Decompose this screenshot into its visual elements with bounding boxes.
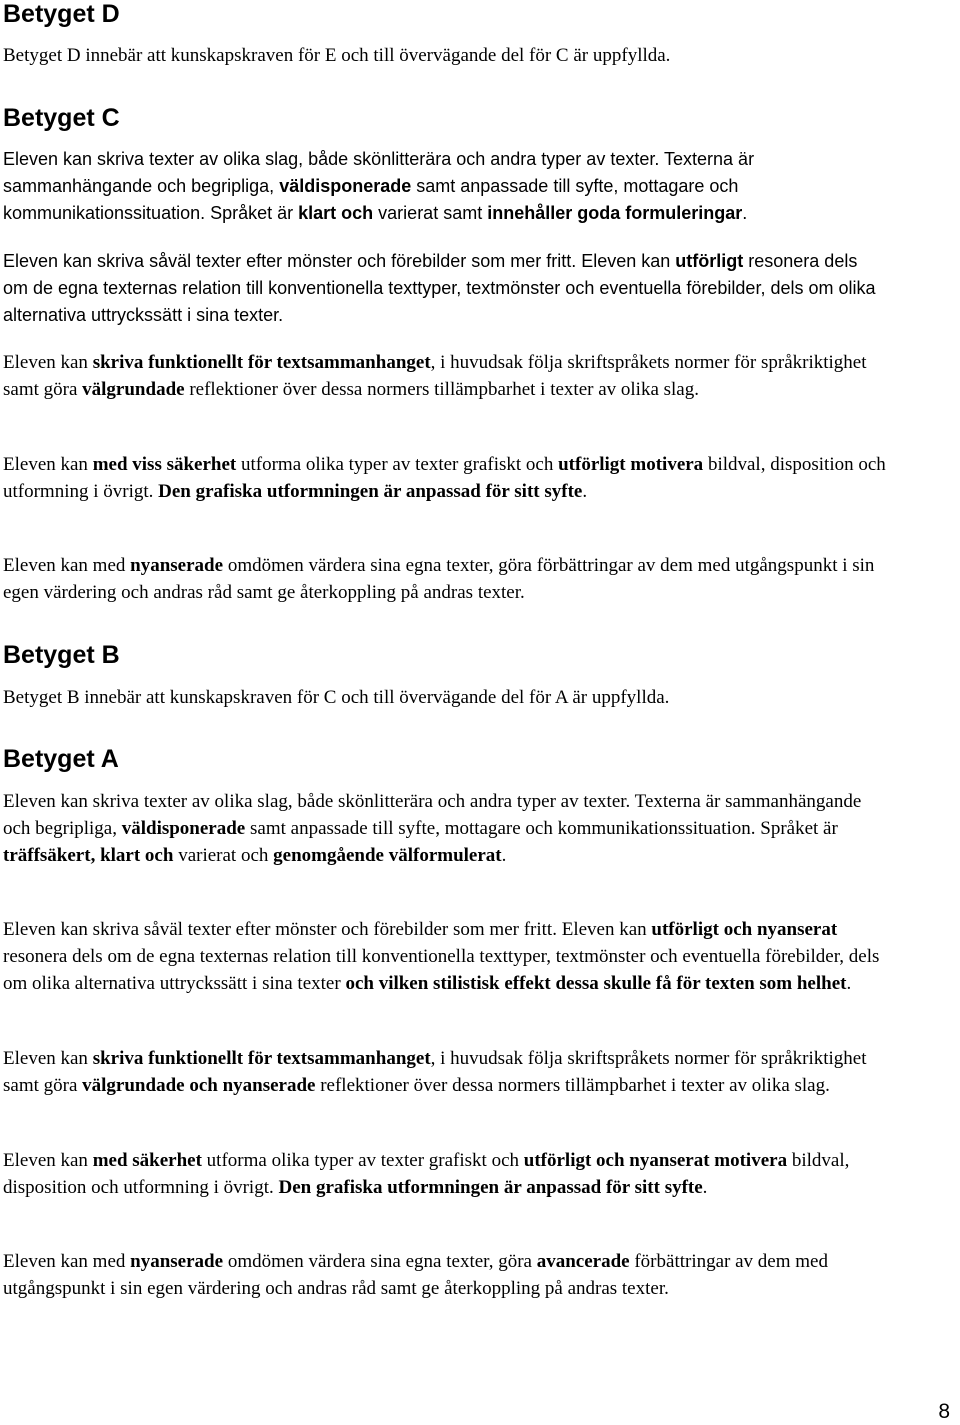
bold-text: innehåller goda formuleringar — [487, 203, 743, 223]
bold-text: med viss säkerhet — [92, 454, 237, 475]
text-run: Eleven kan skriva såväl texter efter mönster och förebilder som mer fritt. Eleven kan — [3, 919, 652, 940]
text-run: . — [702, 1177, 708, 1198]
text-run: varierat och — [173, 845, 274, 866]
paragraph — [3, 451, 903, 505]
bold-text: Den grafiska utformningen är anpassad för sitt syfte — [278, 1177, 703, 1198]
paragraph — [3, 684, 903, 711]
text-run: . — [846, 973, 852, 994]
text-run: varierat samt — [373, 203, 488, 223]
text-run: bildval, disposition och utformning i övrigt. — [3, 454, 886, 502]
bold-text: väldisponerade — [279, 176, 412, 196]
paragraph — [3, 788, 883, 869]
text-run: förbättringar av dem med utgångspunkt i sin egen värdering och andras råd samt ge återkoppling på andras texter. — [3, 1251, 828, 1299]
bold-text: nyanserade — [130, 1251, 224, 1272]
paragraph — [3, 42, 903, 69]
bold-text: med säkerhet — [92, 1150, 202, 1171]
paragraph — [3, 552, 903, 606]
text-run: , i huvudsak följa skriftspråkets normer för språkriktighet samt göra — [3, 1048, 867, 1096]
text-run: . — [501, 845, 507, 866]
text-run: . — [742, 203, 748, 223]
text-run: Eleven kan — [3, 1048, 93, 1069]
bold-text: utförligt och nyanserat motivera — [523, 1150, 788, 1171]
page-number: 8 — [938, 1400, 950, 1423]
bold-text: träffsäkert, klart och — [3, 845, 174, 866]
heading-betyget-b: Betyget B — [3, 641, 120, 669]
text-run: omdömen värdera sina egna texter, göra — [223, 1251, 537, 1272]
paragraph — [3, 349, 903, 403]
heading-betyget-a: Betyget A — [3, 745, 119, 773]
text-run: reflektioner över dessa normers tillämpbarhet i texter av olika slag. — [315, 1075, 830, 1096]
text-run: Betyget B innebär att kunskapskraven för C och till övervägande del för A är uppfyllda. — [3, 687, 670, 708]
bold-text: utförligt motivera — [558, 454, 704, 475]
paragraph — [3, 248, 883, 329]
text-run: Eleven kan — [3, 454, 93, 475]
paragraph — [3, 1248, 903, 1302]
bold-text: välgrundade och nyanserade — [82, 1075, 316, 1096]
bold-text: väldisponerade — [121, 818, 246, 839]
bold-text: utförligt och nyanserat — [651, 919, 838, 940]
text-run: omdömen värdera sina egna texter, göra förbättringar av dem med utgångspunkt i sin egen värdering och andras råd samt ge återkoppling på andras texter. — [3, 555, 875, 603]
bold-text: välgrundade — [82, 379, 185, 400]
text-run: reflektioner över dessa normers tillämpbarhet i texter av olika slag. — [184, 379, 699, 400]
text-run: Eleven kan — [3, 352, 93, 373]
text-run: samt anpassade till syfte, mottagare och kommunikationssituation. Språket är — [245, 818, 838, 839]
text-run: bildval, disposition och utformning i övrigt. — [3, 1150, 850, 1198]
paragraph — [3, 916, 883, 997]
text-run: Eleven kan skriva texter av olika slag, både skönlitterära och andra typer av texter. Texterna är sammanhängande och begripliga, — [3, 149, 755, 196]
paragraph — [3, 146, 883, 227]
paragraph — [3, 1045, 903, 1099]
paragraph — [3, 1147, 883, 1201]
bold-text: skriva funktionellt för textsammanhanget — [92, 1048, 431, 1069]
bold-text: utförligt — [675, 251, 744, 271]
heading-betyget-c: Betyget C — [3, 104, 120, 132]
text-run: Betyget D innebär att kunskapskraven för E och till övervägande del för C är uppfyllda. — [3, 45, 671, 66]
bold-text: avancerade — [536, 1251, 630, 1272]
heading-betyget-d: Betyget D — [3, 0, 120, 28]
bold-text: Den grafiska utformningen är anpassad för sitt syfte — [158, 481, 583, 502]
bold-text: klart och — [298, 203, 374, 223]
text-run: resonera dels om de egna texternas relation till konventionella texttyper, textmönster och eventuella förebilder, dels om olika alternativa uttryckssätt i sina texter — [3, 946, 880, 994]
text-run: Eleven kan med — [3, 555, 131, 576]
text-run: Eleven kan — [3, 1150, 93, 1171]
bold-text: genomgående välformulerat — [273, 845, 502, 866]
text-run: utforma olika typer av texter grafiskt och — [201, 1150, 524, 1171]
bold-text: skriva funktionellt för textsammanhanget — [92, 352, 431, 373]
text-run: samt anpassade till syfte, mottagare och kommunikationssituation. Språket är — [3, 176, 739, 223]
text-run: . — [582, 481, 588, 502]
bold-text: och vilken stilistisk effekt dessa skulle få för texten som helhet — [345, 973, 847, 994]
text-run: resonera dels om de egna texternas relation till konventionella texttyper, textmönster och eventuella förebilder, dels om olika alternativa uttryckssätt i sina texter. — [3, 251, 876, 325]
text-run: Eleven kan skriva såväl texter efter mönster och förebilder som mer fritt. Eleven kan — [3, 251, 676, 271]
text-run: , i huvudsak följa skriftspråkets normer för språkriktighet samt göra — [3, 352, 867, 400]
text-run: Eleven kan skriva texter av olika slag, både skönlitterära och andra typer av texter. Texterna är sammanhängande och begripliga, — [3, 791, 862, 839]
bold-text: nyanserade — [130, 555, 224, 576]
text-run: Eleven kan med — [3, 1251, 131, 1272]
text-run: utforma olika typer av texter grafiskt och — [236, 454, 559, 475]
